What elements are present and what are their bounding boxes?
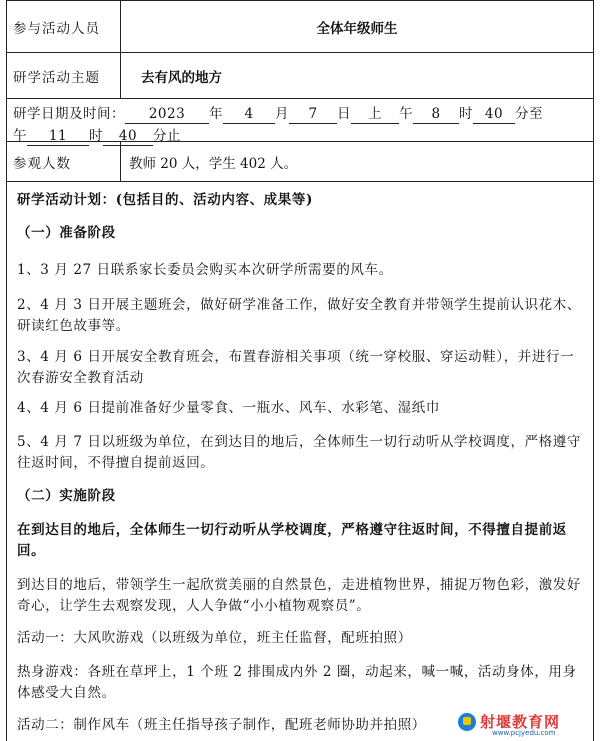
prep-item-1: 1、3 月 27 日联系家长委员会购买本次研学所需要的风车。 xyxy=(17,262,393,278)
watermark-brand: 射堰教育网 xyxy=(480,713,561,731)
ampm2-unit: 午 xyxy=(13,128,27,144)
min2-value: 40 xyxy=(103,127,153,146)
warmup-game: 热身游戏：各班在草坪上，1 个班 2 排围成内外 2 圈，动起来，喊一喊，活动身体，用身体感受大自然。 xyxy=(17,664,577,701)
research-plan-form xyxy=(6,0,596,741)
section-impl-heading: （二）实施阶段 xyxy=(17,488,116,504)
theme-label: 研学活动主题 xyxy=(7,53,121,98)
min2-unit: 分止 xyxy=(153,128,181,144)
year-unit: 年 xyxy=(209,106,223,122)
prep-item-3: 3、4 月 6 日开展安全教育班会，布置春游相关事项（统一穿校服、穿运动鞋），并进行一次春游安全教育活动 xyxy=(17,349,575,386)
hour2-unit: 时 xyxy=(89,128,103,144)
visitors-row xyxy=(6,141,594,181)
visitors-value: 教师 20 人，学生 402 人。 xyxy=(129,155,298,172)
logo-icon xyxy=(458,713,476,731)
month-unit: 月 xyxy=(275,106,289,122)
section-prep-heading: （一）准备阶段 xyxy=(17,225,116,241)
participants-row xyxy=(6,0,594,52)
participants-value: 全体年级师生 xyxy=(316,20,398,37)
prep-item-2: 2、4 月 3 日开展主题班会，做好研学准备工作，做好安全教育并带领学生提前认识花木、研读红色故事等。 xyxy=(17,297,581,334)
prep-item-5: 5、4 月 7 日以班级为单位，在到达目的地后，全体师生一切行动听从学校调度，严格遵守往返时间，不得擅自提前返回。 xyxy=(17,434,581,471)
prep-item-4: 4、4 月 6 日提前准备好少量零食、一瓶水、风车、水彩笔、湿纸巾 xyxy=(17,400,440,416)
activity-1: 活动一：大风吹游戏（以班级为单位，班主任监督，配班拍照） xyxy=(17,630,412,646)
ampm1-unit: 午 xyxy=(399,106,413,122)
date-row xyxy=(6,98,594,144)
activity-2: 活动二：制作风车（班主任指导孩子制作，配班老师协助并拍照） xyxy=(17,717,426,733)
watermark-logo xyxy=(458,709,578,739)
watermark-url: www.pcjyedu.com xyxy=(492,729,556,737)
visitors-label: 参观人数 xyxy=(7,142,121,181)
date-prefix: 研学日期及时间： xyxy=(13,106,125,122)
min1-unit: 分至 xyxy=(515,106,543,122)
plan-heading: 研学活动计划：(包括目的、活动内容、成果等) xyxy=(17,192,313,208)
month-value: 4 xyxy=(223,105,275,124)
participants-label: 参与活动人员 xyxy=(7,1,121,52)
day-value: 7 xyxy=(289,105,337,124)
hour1-value: 8 xyxy=(413,105,459,124)
hour1-unit: 时 xyxy=(459,106,473,122)
impl-paragraph: 到达目的地后，带领学生一起欣赏美丽的自然景色，走进植物世界，捕捉万物色彩，激发好奇心，让学生去观察发现，人人争做“小小植物观察员”。 xyxy=(17,577,581,614)
year-value: 2023 xyxy=(125,105,209,124)
theme-value: 去有风的地方 xyxy=(141,69,222,86)
plan-section xyxy=(6,181,594,741)
impl-bold-paragraph: 在到达目的地后，全体师生一切行动听从学校调度，严格遵守往返时间，不得擅自提前返回。 xyxy=(17,522,567,559)
theme-row xyxy=(6,52,594,98)
day-unit: 日 xyxy=(337,106,351,122)
min1-value: 40 xyxy=(473,105,515,124)
ampm1-value: 上 xyxy=(351,105,399,124)
hour2-value: 11 xyxy=(27,127,89,146)
